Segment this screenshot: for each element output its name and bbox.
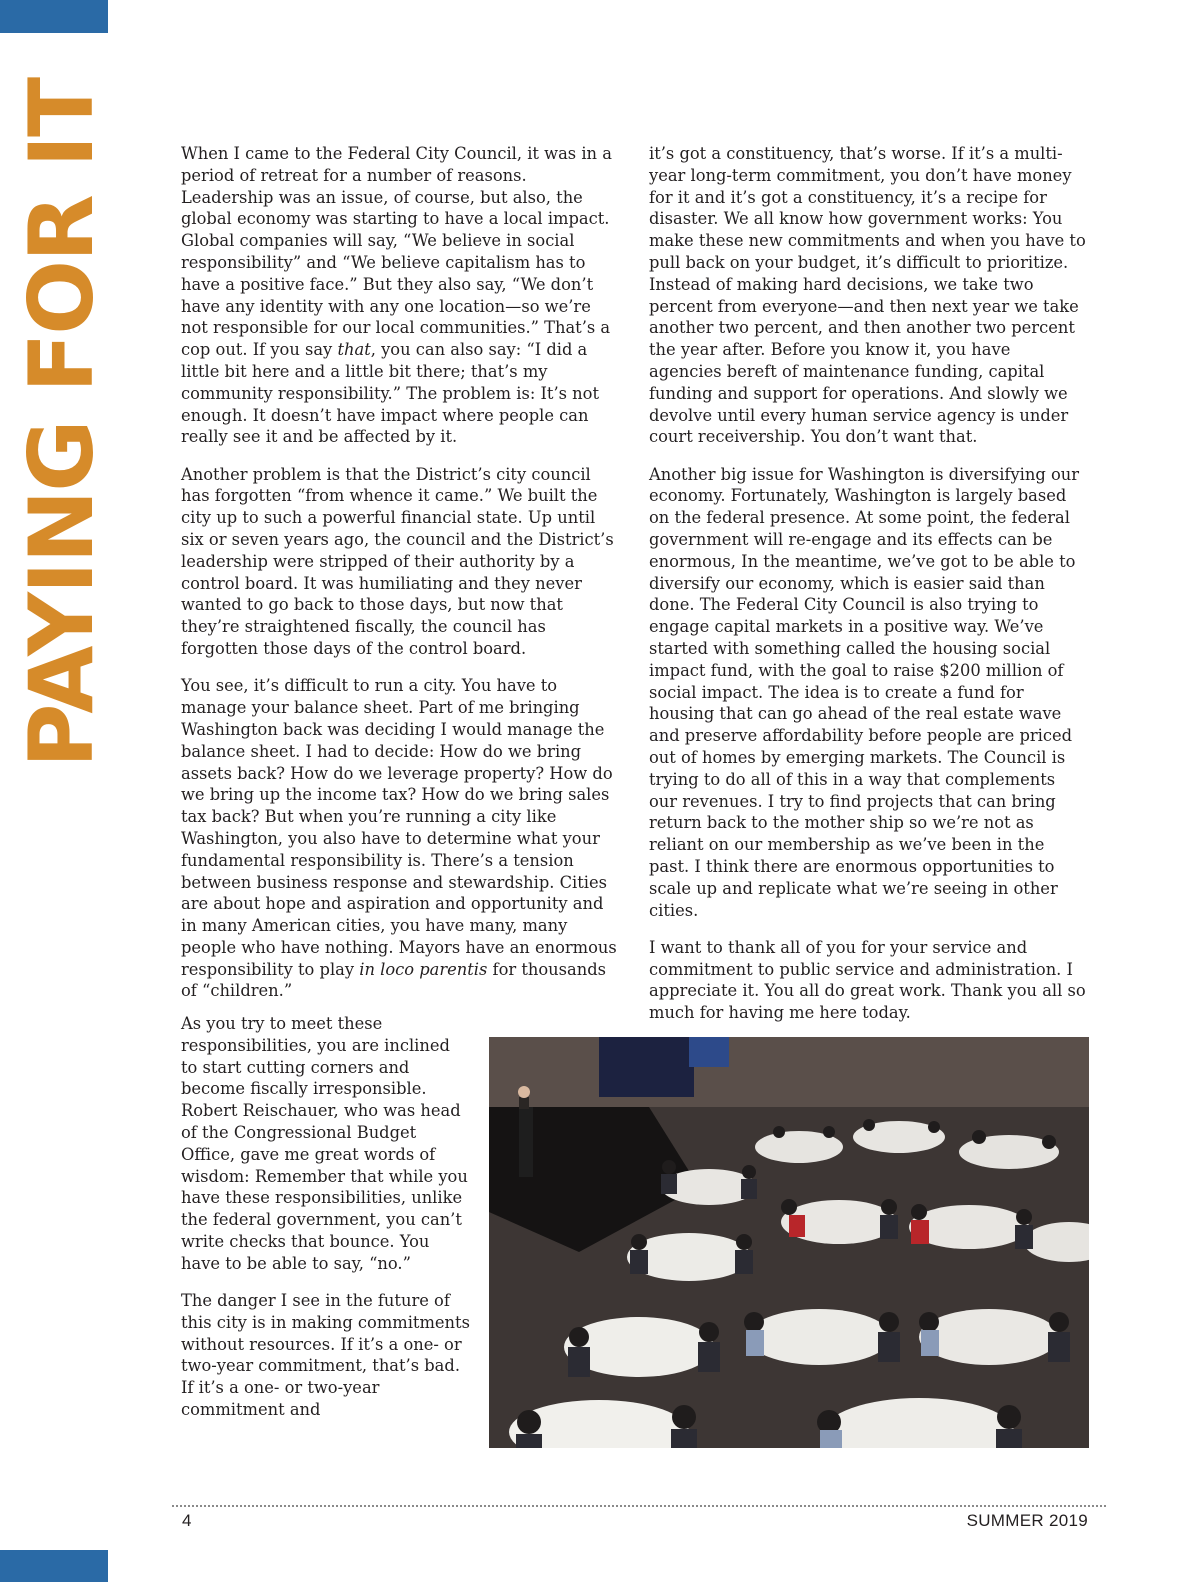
right-column (649, 143, 1087, 1040)
paragraph: The danger I see in the future of this city is in making commitments without resources. If it’s a one- or two-year commitment, that’s bad. If it’s a one- or two-year commitment and (181, 1291, 470, 1420)
footer-divider (172, 1505, 1106, 1507)
issue-label: SUMMER 2019 (966, 1511, 1088, 1530)
paragraph: You see, it’s difficult to run a city. You have to manage your balance sheet. Part of me bringing Washington back was deciding I would manage the balance sheet. I had to decide: How do we bring assets back? How do we leverage property? How do we bring up the income tax? How do we bring sales tax back? But when you’re running a city like Washington, you also have to determine what your fundamental responsibility is. There’s a tension between business response and stewardship. Cities are about hope and aspiration and opportunity and in many American cities, you have many, many people who have nothing. Mayors have an enormous responsibility to play in loco parentis for thousands of “children.” (181, 676, 617, 1001)
bottom-accent-bar (0, 1550, 108, 1582)
section-title: PAYING FOR IT (10, 78, 113, 768)
paragraph: When I came to the Federal City Council, it was in a period of retreat for a number of reasons. Leadership was an issue, of course, but also, the global economy was starting to have a local impact. Global companies will say, “We believe in social responsibility” and “We believe capitalism has to have a positive face.” But they also say, “We don’t have any identity with any one location—so we’re not responsible for our local communities.” That’s a cop out. If you say that, you can also say: “I did a little bit here and a little bit there; that’s my community responsibility.” The problem is: It’s not enough. It doesn’t have impact where people can really see it and be affected by it. (181, 144, 612, 447)
bottom-left-column (181, 1013, 471, 1436)
page-number: 4 (182, 1511, 192, 1530)
top-accent-bar (0, 0, 108, 33)
paragraph: As you try to meet these responsibilities, you are inclined to start cutting corners and become fiscally irresponsible. Robert Reischauer, who was head of the Congressional Budget Office, gave me great words of wisdom: Remember that while you have these responsibilities, unlike the federal government, you can’t write checks that bounce. You have to be able to say, “no.” (181, 1014, 468, 1273)
paragraph: Another big issue for Washington is diversifying our economy. Fortunately, Washington is largely based on the federal presence. At some point, the federal government will re-engage and its effects can be enormous, In the meantime, we’ve got to be able to diversify our economy, which is easier said than done. The Federal City Council is also trying to engage capital markets in a positive way. We’ve started with something called the housing social impact fund, with the goal to raise $200 million of social impact. The idea is to create a fund for housing that can go ahead of the real estate wave and preserve affordability before people are priced out of homes by emerging markets. The Council is trying to do all of this in a way that complements our revenues. I try to find projects that can bring return back to the mother ship so we’re not as reliant on our membership as we’ve been in the past. I think there are enormous opportunities to scale up and replicate what we’re seeing in other cities. (649, 464, 1080, 920)
paragraph: I want to thank all of you for your service and commitment to public service and administration. I appreciate it. You all do great work. Thank you all so much for having me here today. (649, 937, 1086, 1023)
conference-photo (489, 1037, 1089, 1448)
left-column (181, 143, 621, 1018)
paragraph: Another problem is that the District’s city council has forgotten “from whence it came.” We built the city up to such a powerful financial state. Up until six or seven years ago, the council and the District’s leadership were stripped of their authority by a control board. It was humiliating and they never wanted to go back to those days, but now that they’re straightened fiscally, the council has forgotten those days of the control board. (181, 464, 614, 659)
paragraph: it’s got a constituency, that’s worse. If it’s a multi-year long-term commitment, you don’t have money for it and it’s got a constituency, it’s a recipe for disaster. We all know how government works: You make these new commitments and when you have to pull back on your budget, it’s difficult to prioritize. Instead of making hard decisions, we take two percent from everyone—and then next year we take another two percent, and then another two percent the year after. Before you know it, you have agencies bereft of maintenance funding, capital funding and support for operations. And slowly we devolve until every human service agency is under court receivership. You don’t want that. (649, 144, 1086, 447)
